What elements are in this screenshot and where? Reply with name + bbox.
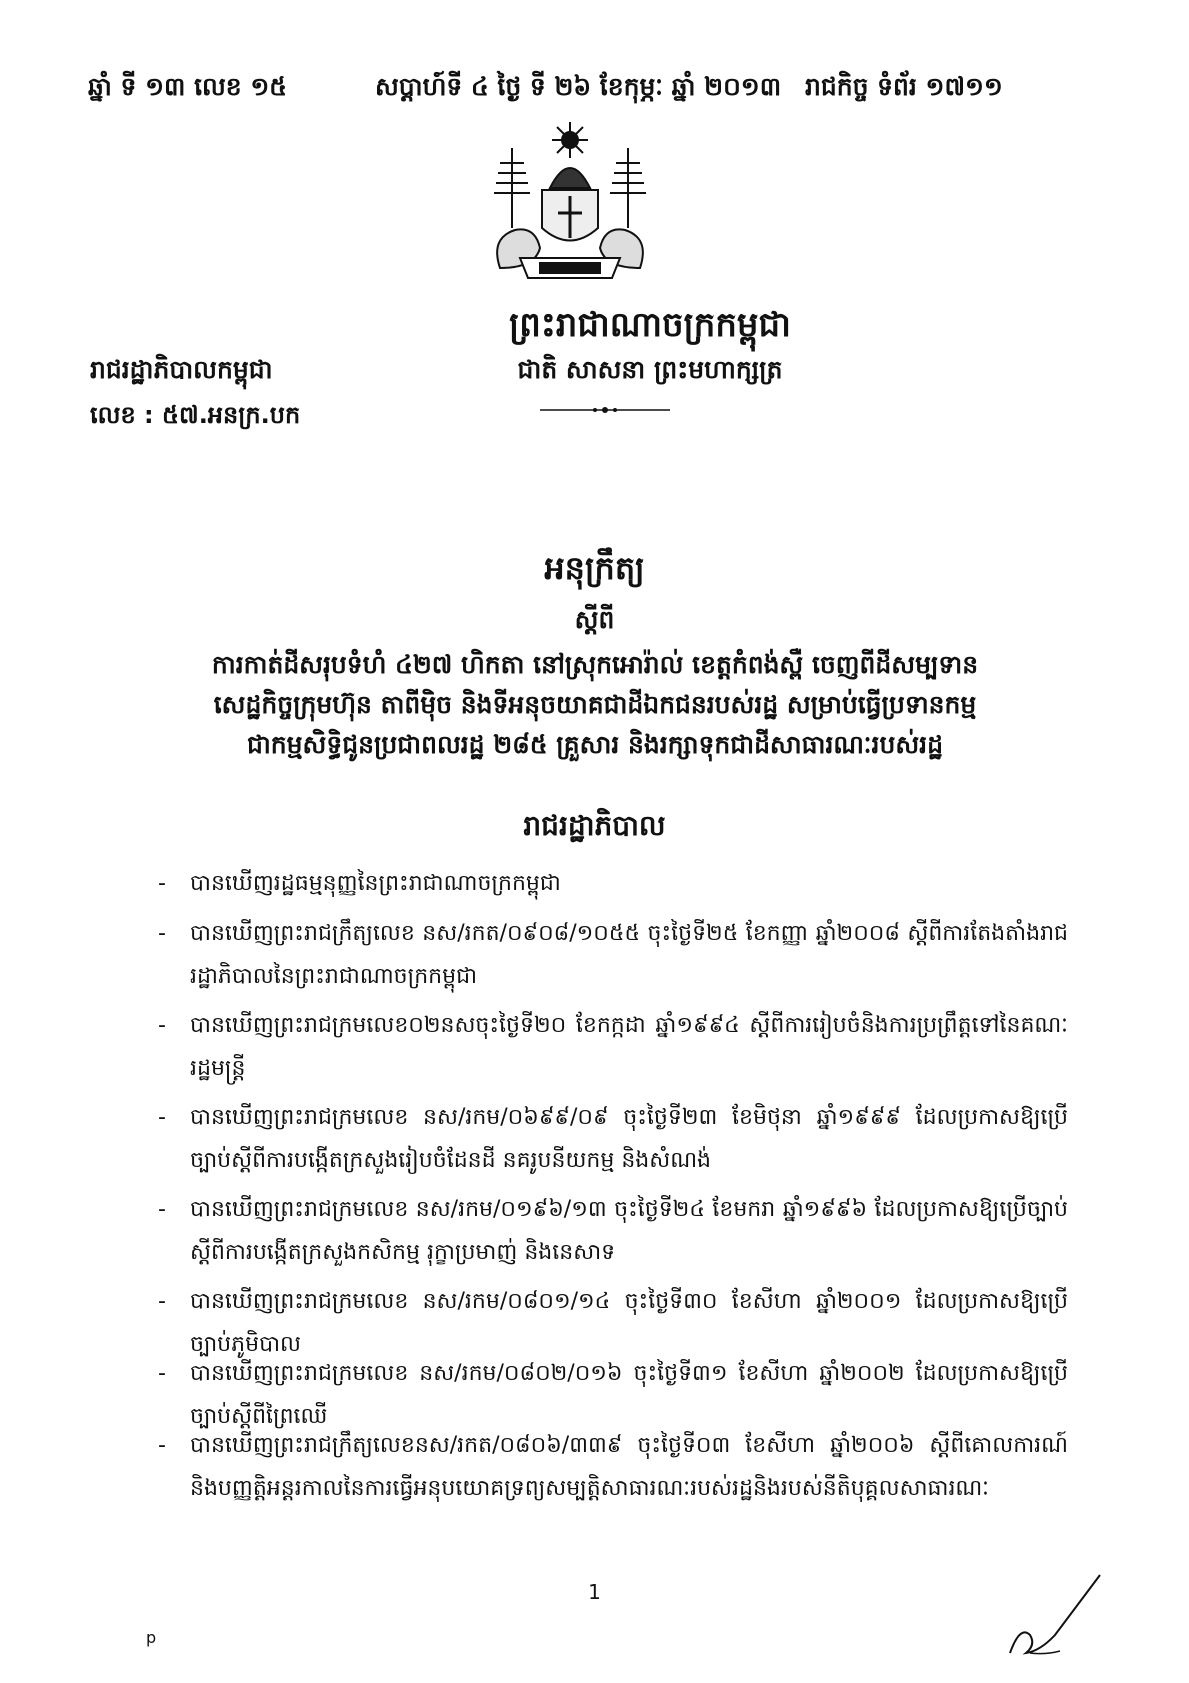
motto-divider-ornament (540, 404, 670, 416)
signature-mark-icon (1000, 1565, 1110, 1665)
preamble-text: បានឃើញព្រះរាជក្រមលេខ នស/រកម/០១៩៦/១៣ ចុះថ្ងៃទី២៤ ខែមករា ឆ្នាំ១៩៩៦ ដែលប្រកាសឱ្យប្រើច្បាប់ ស្តីពីការបង្កើតក្រសួងកសិកម្ម រុក្ខាប្រមាញ់ និងនេសាទ (190, 1197, 1068, 1265)
gazette-year-issue: ឆ្នាំ ទី ១៣ លេខ ១៥ (88, 72, 287, 101)
preamble-text: បានឃើញព្រះរាជក្រមលេខ នស/រកម/០៦៩៩/០៩ ចុះថ្ងៃទី២៣ ខែមិថុនា ឆ្នាំ១៩៩៩ ដែលប្រកាសឱ្យប្រើច្បាប់ស្តីពីការបង្កើតក្រសួងរៀបចំដែនដី នគរូបនីយកម្ម និងសំណង់ (190, 1105, 1068, 1173)
preamble-item (158, 912, 1068, 998)
subject-line: ជាកម្មសិទ្ធិជូនប្រជាពលរដ្ឋ ២៨៥ គ្រួសារ និងរក្សាទុកជាដីសាធារណៈរបស់រដ្ឋ (247, 730, 943, 759)
national-motto: ជាតិ សាសនា ព្រះមហាក្សត្រ (517, 355, 783, 384)
preamble-text: បានឃើញរដ្ឋធម្មនុញ្ញនៃព្រះរាជាណាចក្រកម្ពុជា (190, 871, 561, 896)
preamble-text: បានឃើញព្រះរាជក្រឹត្យលេខនស/រកត/០៨០៦/៣៣៩ ចុះថ្ងៃទី០៣ ខែសីហា ឆ្នាំ២០០៦ ស្តីពីគោលការណ៍ និងបញ្ញត្តិអន្តរកាលនៃការធ្វើអនុបយោគទ្រព្យសម្បត្តិសាធារណៈរបស់រដ្ឋនិងរបស់នីតិបុគ្គលសាធារណៈ (190, 1433, 1068, 1501)
page-number: 1 (588, 1580, 601, 1604)
bullet-dash: - (158, 871, 166, 896)
preamble-text: បានឃើញព្រះរាជក្រឹត្យលេខ នស/រកត/០៩០៨/១០៥៥ ចុះថ្ងៃទី២៥ ខែកញ្ញា ឆ្នាំ២០០៨ ស្តីពីការតែងតាំងរាជរដ្ឋាភិបាលនៃព្រះរាជាណាចក្រកម្ពុជា (190, 921, 1068, 989)
preamble-text: បានឃើញព្រះរាជក្រមលេខ នស/រកម/០៨០១/១៤ ចុះថ្ងៃទី៣០ ខែសីហា ឆ្នាំ២០០១ ដែលប្រកាសឱ្យប្រើច្បាប់ភូមិបាល (190, 1289, 1068, 1357)
bullet-dash: - (158, 1105, 166, 1130)
gazette-date: សប្តាហ៍ទី ៤ ថ្ងៃ ទី ២៦ ខែកុម្ភៈ ឆ្នាំ ២០១៣ (375, 72, 782, 101)
preamble-item (158, 862, 1068, 905)
gazette-page: រាជកិច្ច ទំព័រ ១៧១១ (805, 72, 1003, 101)
bullet-dash: - (158, 1289, 166, 1314)
preamble-item (158, 1424, 1068, 1510)
document-title: អនុក្រឹត្យ (544, 549, 645, 587)
bullet-dash: - (158, 1361, 166, 1386)
page-p-mark: p (146, 1628, 157, 1647)
bullet-dash: - (158, 921, 166, 946)
preamble-item (158, 1004, 1068, 1090)
preamble-text: បានឃើញព្រះរាជក្រមលេខ នស/រកម/០៨០២/០១៦ ចុះថ្ងៃទី៣១ ខែសីហា ឆ្នាំ២០០២ ដែលប្រកាសឱ្យប្រើច្បាប់ស្តីពីព្រៃឈើ (190, 1361, 1068, 1429)
preamble-item (158, 1096, 1068, 1182)
document-about-label: ស្តីពី (574, 605, 615, 634)
subject-line: ការកាត់ដីសរុបទំហំ ៤២៧ ហិកតា នៅស្រុកអោរ៉ាល់ ខេត្តកំពង់ស្ពឺ ចេញពីដីសម្បទាន (211, 650, 979, 679)
subject-line: សេដ្ឋកិច្ចក្រុមហ៊ុន តាពីម៉ិច និងទីអនុចយាគជាដីឯកជនរបស់រដ្ឋ សម្រាប់ធ្វើប្រទានកម្ម (213, 690, 977, 719)
royal-coat-of-arms-emblem (480, 118, 660, 288)
government-heading: រាជរដ្ឋាភិបាល (523, 809, 666, 842)
bullet-dash: - (158, 1197, 166, 1222)
bullet-dash: - (158, 1013, 166, 1038)
preamble-text: បានឃើញព្រះរាជក្រមលេខ០២នសចុះថ្ងៃទី២០ ខែកក្កដា ឆ្នាំ១៩៩៤ ស្តីពីការរៀបចំនិងការប្រព្រឹត្តទៅនៃគណៈរដ្ឋមន្ត្រី (190, 1013, 1068, 1081)
issuer-name: រាជរដ្ឋាភិបាលកម្ពុជា (90, 355, 273, 384)
preamble-item (158, 1188, 1068, 1274)
bullet-dash: - (158, 1433, 166, 1458)
kingdom-name: ព្រះរាជាណាចក្រកម្ពុជា (509, 305, 791, 345)
reference-number: លេខ : ៥៧.អនក្រ.បក (90, 401, 301, 429)
